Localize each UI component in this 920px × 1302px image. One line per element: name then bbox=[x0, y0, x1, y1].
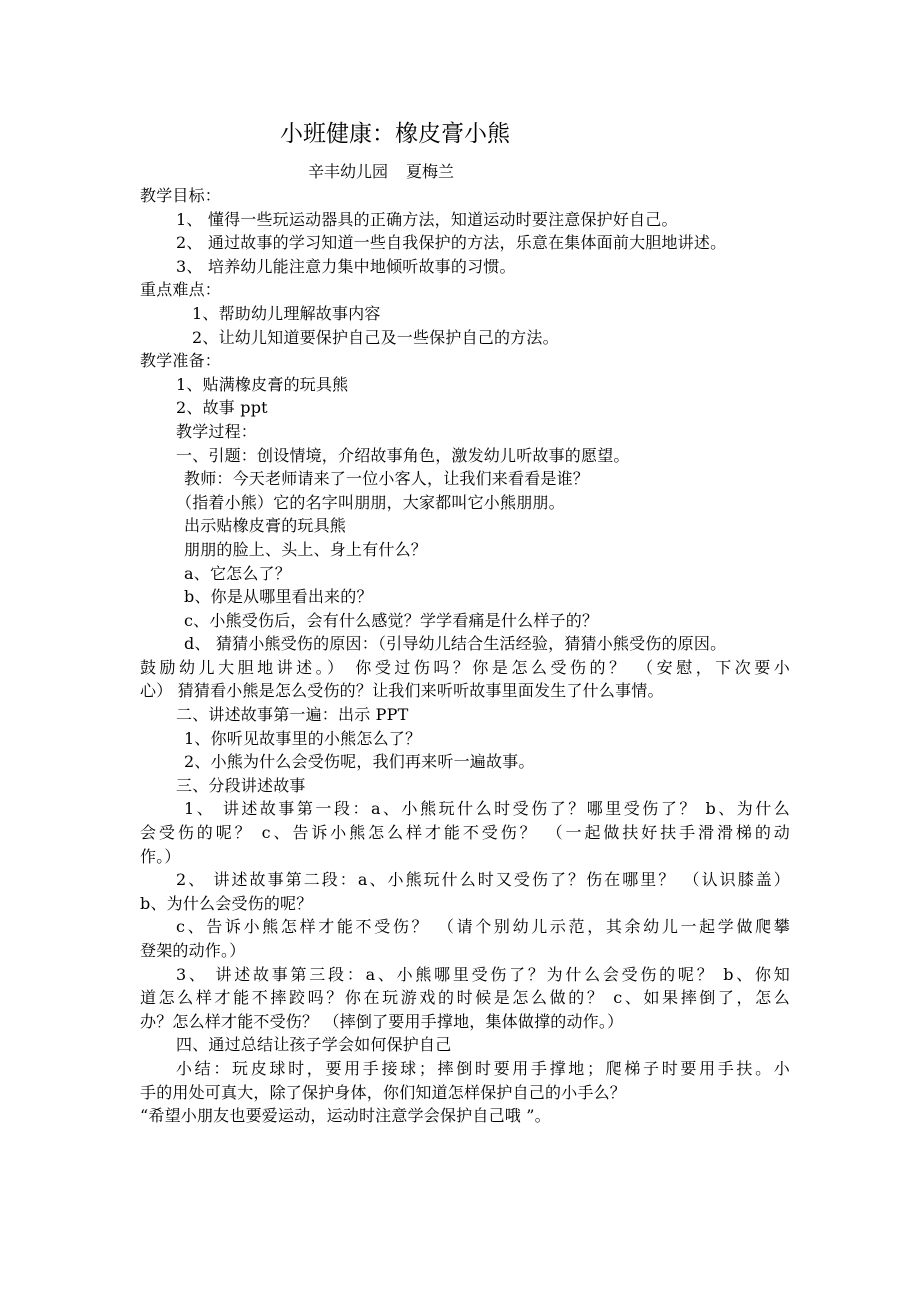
process-line: 1、你听见故事里的小熊怎么了？ bbox=[184, 728, 422, 748]
story-segment-1: 1、 讲述故事第一段：a、小熊玩什么时受伤了？哪里受伤了？ b、为什么 bbox=[184, 799, 790, 819]
process-line: 心） 猜猜看小熊是怎么受伤的？让我们来听听故事里面发生了什么事情。 bbox=[140, 681, 664, 701]
process-line: 鼓励幼儿大胆地讲述。） 你受过伤吗？你是怎么受伤的？ （安慰，下次要小 bbox=[140, 657, 790, 677]
question-a: a、它怎么了？ bbox=[184, 563, 291, 583]
process-line: 教师：今天老师请来了一位小客人，让我们来看看是谁？ bbox=[184, 469, 590, 489]
process-line: 出示贴橡皮膏的玩具熊 bbox=[184, 516, 347, 536]
objective-item-3: 3、 培养幼儿能注意力集中地倾听故事的习惯。 bbox=[176, 256, 516, 276]
question-c: c、小熊受伤后，会有什么感觉？学学看痛是什么样子的？ bbox=[184, 610, 599, 630]
preparation-item-1: 1、贴满橡皮膏的玩具熊 bbox=[176, 374, 349, 394]
process-line: 登架的动作。） bbox=[140, 941, 246, 960]
process-line: 会受伤的呢？ c、告诉小熊怎么样才能不受伤？ （一起做扶好扶手滑滑梯的动 bbox=[140, 823, 790, 843]
key-point-item-1: 1、帮助幼儿理解故事内容 bbox=[192, 303, 381, 323]
process-step-2: 二、讲述故事第一遍：出示 PPT bbox=[176, 705, 409, 725]
document-title: 小班健康：橡皮膏小熊 bbox=[280, 121, 510, 147]
key-point-item-2: 2、让幼儿知道要保护自己及一些保护自己的方法。 bbox=[192, 327, 559, 347]
process-step-3: 三、分段讲述故事 bbox=[176, 775, 306, 795]
closing-quote: “希望小朋友也要爱运动，运动时注意学会保护自己哦 ”。 bbox=[140, 1106, 551, 1126]
process-line: c、告诉小熊怎样才能不受伤？ （请个别幼儿示范，其余幼儿一起学做爬攀 bbox=[176, 917, 790, 937]
question-b: b、你是从哪里看出来的？ bbox=[184, 587, 373, 607]
section-heading-objectives: 教学目标： bbox=[140, 186, 222, 205]
process-line: （指着小熊）它的名字叫朋朋，大家都叫它小熊朋朋。 bbox=[176, 492, 565, 512]
process-line: 朋朋的脸上、头上、身上有什么？ bbox=[184, 539, 428, 559]
process-line: 办？怎么样才能不受伤？ （摔倒了要用手撑地，集体做撑的动作。） bbox=[140, 1011, 624, 1031]
teacher-name: 夏梅兰 bbox=[406, 162, 455, 181]
story-segment-2: 2、 讲述故事第二段：a、小熊玩什么时又受伤了？伤在哪里？ （认识膝盖） bbox=[176, 870, 790, 890]
question-d: d、 猜猜小熊受伤的原因：（引导幼儿结合生活经验，猜猜小熊受伤的原因。 bbox=[184, 634, 727, 654]
summary-line: 手的用处可真大，除了保护身体，你们知道怎样保护自己的小手么？ bbox=[140, 1082, 627, 1102]
objective-item-1: 1、 懂得一些玩运动器具的正确方法，知道运动时要注意保护好自己。 bbox=[176, 209, 678, 229]
author-line bbox=[308, 160, 454, 184]
process-line: b、为什么会受伤的呢？ bbox=[140, 893, 313, 913]
process-step-1: 一、引题：创设情境，介绍故事角色，激发幼儿听故事的愿望。 bbox=[176, 445, 630, 465]
section-heading-preparation: 教学准备： bbox=[140, 351, 222, 371]
process-line: 道怎么样才能不摔跤吗？你在玩游戏的时候是怎么做的？ c、如果摔倒了，怎么 bbox=[140, 988, 790, 1008]
document-body bbox=[140, 184, 790, 1128]
objective-item-2: 2、 通过故事的学习知道一些自我保护的方法，乐意在集体面前大胆地讲述。 bbox=[176, 233, 727, 253]
section-heading-key-points: 重点难点： bbox=[140, 280, 222, 300]
preparation-item-2: 2、故事 ppt bbox=[176, 398, 268, 418]
story-segment-3: 3、 讲述故事第三段：a、小熊哪里受伤了？为什么会受伤的呢？ b、你知 bbox=[176, 964, 790, 984]
kindergarten-name: 辛丰幼儿园 bbox=[308, 162, 389, 181]
process-line: 作。） bbox=[140, 846, 181, 866]
process-line: 2、小熊为什么会受伤呢，我们再来听一遍故事。 bbox=[184, 752, 535, 772]
process-step-4: 四、通过总结让孩子学会如何保护自己 bbox=[176, 1035, 452, 1055]
section-heading-process: 教学过程： bbox=[176, 421, 258, 441]
summary-line: 小结：玩皮球时，要用手接球；摔倒时要用手撑地；爬梯子时要用手扶。小 bbox=[176, 1058, 790, 1078]
